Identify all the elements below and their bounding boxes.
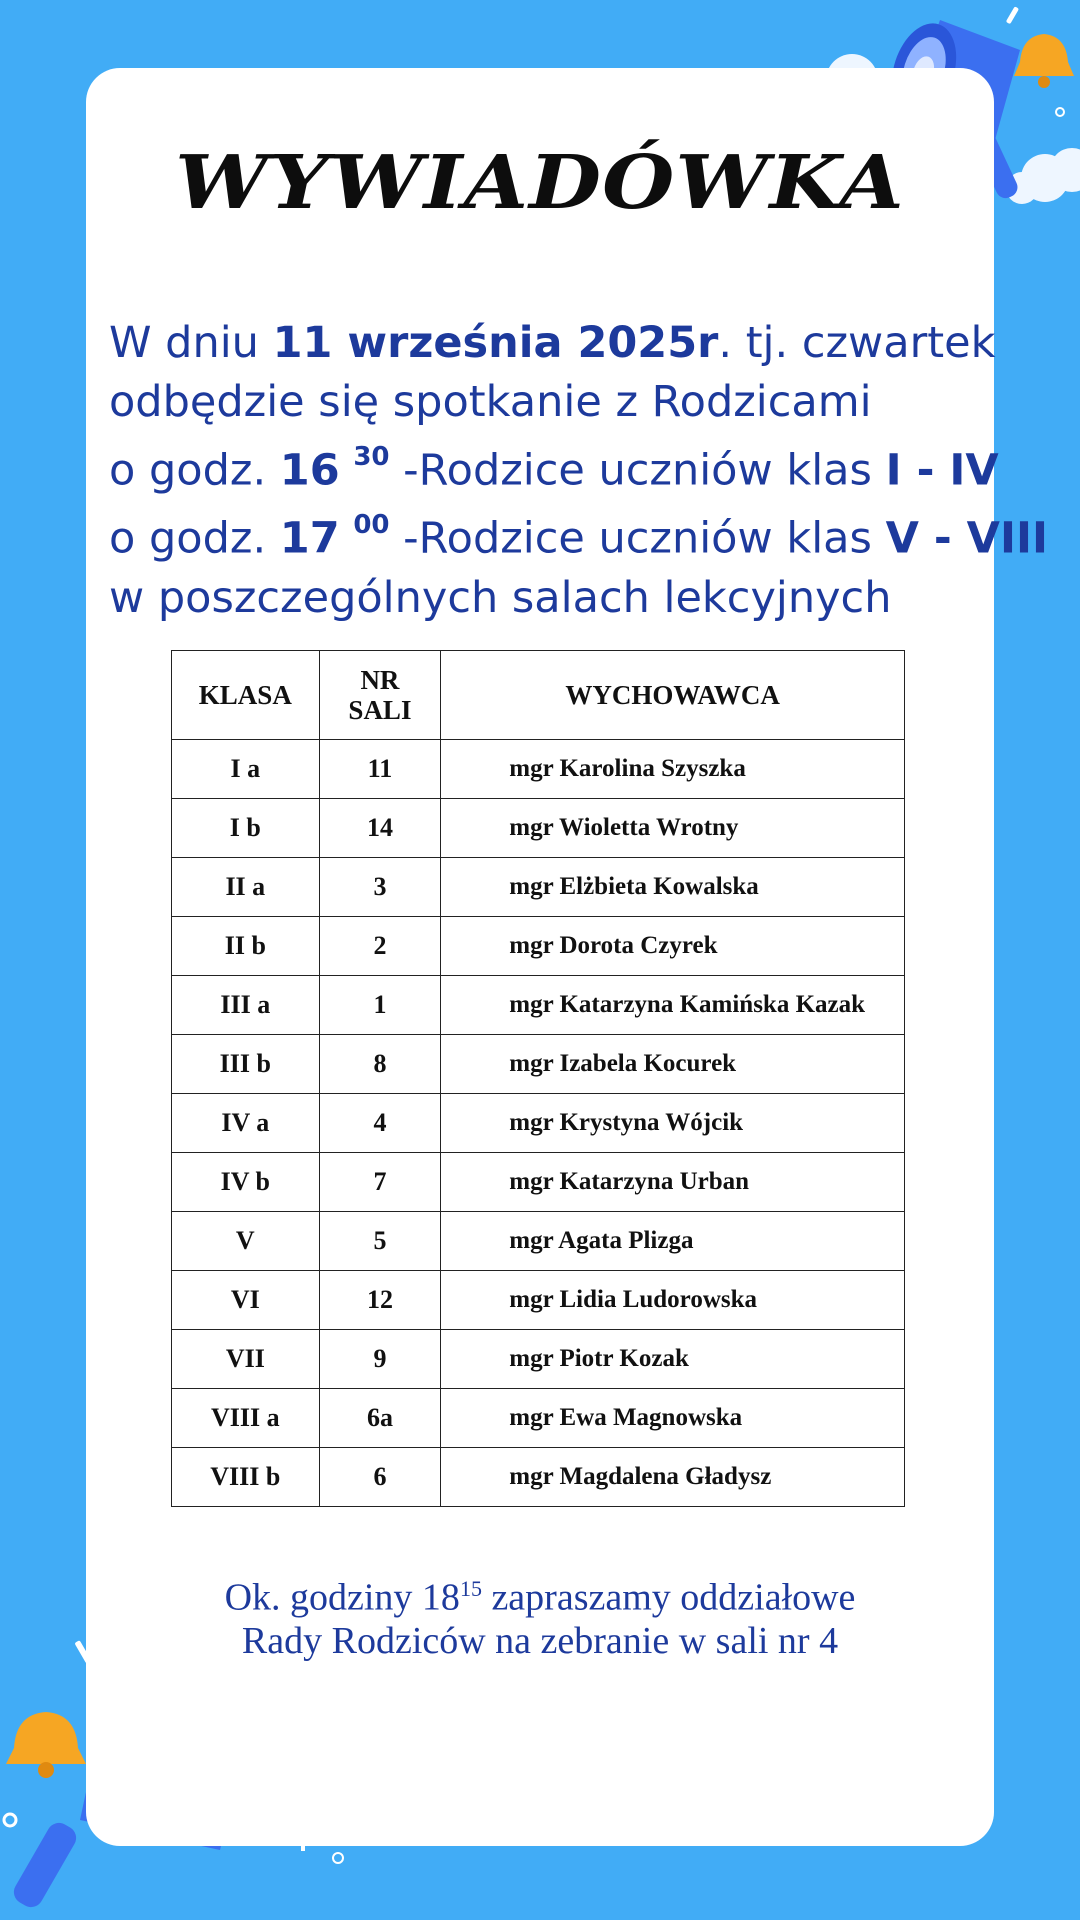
cell-wychowawca: mgr Elżbieta Kowalska [441, 858, 905, 917]
cell-nr-sali: 2 [319, 917, 441, 976]
table-row [172, 1271, 905, 1330]
table-row [172, 799, 905, 858]
text-fragment: o godz. [109, 513, 280, 564]
cell-wychowawca: mgr Dorota Czyrek [441, 917, 905, 976]
bell-icon [1014, 34, 1074, 88]
cell-nr-sali: 1 [319, 976, 441, 1035]
announcement-line-meeting: odbędzie się spotkanie z Rodzicami [109, 377, 872, 427]
cell-klasa: II b [172, 917, 320, 976]
cell-klasa: I a [172, 740, 320, 799]
time-minutes: 00 [353, 510, 390, 541]
table-row [172, 1153, 905, 1212]
text-fragment: o godz. [109, 445, 280, 496]
page-title: WYWIADÓWKA [175, 140, 905, 226]
class-range: I - IV [885, 445, 999, 496]
cell-wychowawca: mgr Piotr Kozak [441, 1330, 905, 1389]
table-row [172, 1035, 905, 1094]
table-row [172, 1094, 905, 1153]
cell-klasa: VI [172, 1271, 320, 1330]
footer-note [0, 1567, 1080, 1663]
cell-klasa: III a [172, 976, 320, 1035]
cell-nr-sali: 4 [319, 1094, 441, 1153]
text-fragment: zapraszamy oddziałowe [481, 1576, 856, 1619]
class-range: V - VIII [885, 513, 1048, 564]
footer-line-2: Rady Rodziców na zebranie w sali nr 4 [241, 1619, 839, 1662]
cell-klasa: I b [172, 799, 320, 858]
cell-klasa: III b [172, 1035, 320, 1094]
text-fragment: W dniu [109, 318, 273, 368]
text-fragment: -Rodzice uczniów klas [389, 513, 886, 564]
time-hour: 17 [279, 513, 340, 564]
cell-klasa: VII [172, 1330, 320, 1389]
cell-klasa: VIII b [172, 1448, 320, 1507]
cell-wychowawca: mgr Magdalena Gładysz [441, 1448, 905, 1507]
announcement-line-date [109, 314, 1009, 373]
table-row [172, 1448, 905, 1507]
announcement-line-time-2 [109, 500, 1048, 568]
time-minutes: 15 [459, 1576, 482, 1601]
cell-wychowawca: mgr Wioletta Wrotny [441, 799, 905, 858]
table-header-row [172, 651, 905, 740]
cell-wychowawca: mgr Katarzyna Urban [441, 1153, 905, 1212]
cell-klasa: IV b [172, 1153, 320, 1212]
cell-klasa: VIII a [172, 1389, 320, 1448]
cell-klasa: V [172, 1212, 320, 1271]
cell-wychowawca: mgr Ewa Magnowska [441, 1389, 905, 1448]
cell-wychowawca: mgr Katarzyna Kamińska Kazak [441, 976, 905, 1035]
class-room-table [171, 650, 905, 1507]
cell-wychowawca: mgr Karolina Szyszka [441, 740, 905, 799]
table-row [172, 917, 905, 976]
cell-klasa: IV a [172, 1094, 320, 1153]
text-fragment: -Rodzice uczniów klas [389, 445, 886, 496]
cell-nr-sali: 9 [319, 1330, 441, 1389]
text-fragment: . tj. czwartek [718, 318, 996, 368]
cell-nr-sali: 12 [319, 1271, 441, 1330]
header-nr-sali [319, 651, 441, 740]
cell-wychowawca: mgr Agata Plizga [441, 1212, 905, 1271]
cell-wychowawca: mgr Izabela Kocurek [441, 1035, 905, 1094]
cell-nr-sali: 7 [319, 1153, 441, 1212]
footer-line-1 [0, 1567, 1080, 1620]
table-row [172, 1389, 905, 1448]
table-row [172, 976, 905, 1035]
header-text: NR [360, 665, 400, 695]
table-row [172, 858, 905, 917]
announcement-line-time-1 [109, 432, 1009, 500]
announcement-text [109, 314, 1048, 628]
cell-wychowawca: mgr Krystyna Wójcik [441, 1094, 905, 1153]
time-hour: 16 [279, 445, 340, 496]
cell-nr-sali: 6 [319, 1448, 441, 1507]
header-text: SALI [348, 695, 412, 725]
cell-klasa: II a [172, 858, 320, 917]
text-fragment: Ok. godziny 18 [224, 1576, 460, 1619]
cell-nr-sali: 11 [319, 740, 441, 799]
cell-wychowawca: mgr Lidia Ludorowska [441, 1271, 905, 1330]
table-row [172, 1330, 905, 1389]
table-row [172, 1212, 905, 1271]
cell-nr-sali: 6a [319, 1389, 441, 1448]
time-minutes: 30 [353, 442, 390, 472]
table-row [172, 740, 905, 799]
header-klasa: KLASA [172, 651, 320, 740]
header-wychowawca: WYCHOWAWCA [441, 651, 905, 740]
announcement-line-rooms: w poszczególnych salach lekcyjnych [109, 572, 892, 623]
cell-nr-sali: 14 [319, 799, 441, 858]
meeting-date: 11 września 2025r [272, 318, 719, 368]
cell-nr-sali: 8 [319, 1035, 441, 1094]
cell-nr-sali: 5 [319, 1212, 441, 1271]
bell-icon [6, 1712, 86, 1778]
cell-nr-sali: 3 [319, 858, 441, 917]
